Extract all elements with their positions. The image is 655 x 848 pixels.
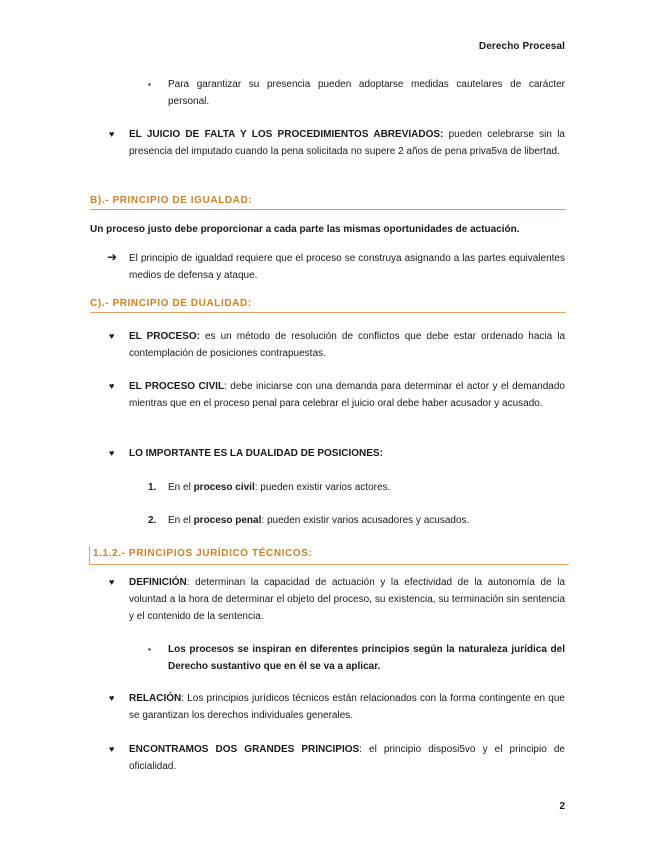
page-number: 2 xyxy=(559,801,565,812)
bullet-dualidad-posiciones xyxy=(109,445,565,462)
bullet-text: es un método de resolución de conflictos que debe estar ordenado hacia la contemplación de posiciones contrapuestas. xyxy=(129,331,565,359)
bullet-text: : debe iniciarse con una demanda para determinar el actor y el demandado mientras que en el proceso penal para celebrar el juicio oral debe haber acusador y acusado. xyxy=(129,381,565,409)
square-bullet-icon: ▪ xyxy=(148,645,151,654)
sub-bullet-procesos xyxy=(148,641,565,675)
sub-bullet-bold-text: Los procesos se inspiran en diferentes principios según la naturaleza jurídica del Derecho sustantivo que en él se va a aplicar. xyxy=(168,644,565,672)
bullet-encontramos xyxy=(109,741,565,775)
bullet-bold: DEFINICIÓN xyxy=(129,577,187,588)
heart-bullet-icon: ♥ xyxy=(109,577,115,587)
item-number: 1. xyxy=(148,482,157,493)
bullet-el-proceso xyxy=(109,328,565,362)
bullet-text: : determinan la capacidad de actuación y la efectividad de la autonomía de la voluntad a la hora de determinar el objeto del proceso, su existencia, su terminación sin sentencia y el contenido de la sentencia. xyxy=(129,577,565,622)
item-bold: proceso penal xyxy=(193,515,262,526)
arrow-item-text: El principio de igualdad requiere que el proceso se construya asignando a las partes equivalentes medios de defensa y ataque. xyxy=(129,253,565,281)
bullet-text: : Los principios jurídicos técnicos están relacionados con la forma contingente en que se garantizan los derechos individuales generales. xyxy=(129,693,565,721)
section-heading-juridico-tecnicos: 1.1.2.- PRINCIPIOS JURÍDICO TÉCNICOS: xyxy=(89,546,569,565)
bullet-bold: ENCONTRAMOS DOS GRANDES PRINCIPIOS xyxy=(129,744,360,755)
heart-bullet-icon: ♥ xyxy=(109,693,115,703)
bullet-proceso-civil xyxy=(109,378,565,412)
bullet-definicion xyxy=(109,574,565,625)
bullet-text: : el principio disposi5vo y el principio de oficialidad. xyxy=(129,744,565,772)
arrow-item-igualdad xyxy=(107,250,565,284)
heart-bullet-icon: ♥ xyxy=(109,381,115,391)
bullet-relacion xyxy=(109,690,565,724)
item-text: : pueden existir varios acusadores y acusados. xyxy=(261,515,470,526)
item-prefix: En el xyxy=(168,482,194,493)
bullet-bold: EL JUICIO DE FALTA Y LOS PROCEDIMIENTOS ABREVIADOS: xyxy=(129,129,444,140)
bullet-bold: EL PROCESO: xyxy=(129,331,200,342)
sub-bullet-text: Para garantizar su presencia pueden adoptarse medidas cautelares de carácter personal. xyxy=(168,79,565,107)
heart-bullet-icon: ♥ xyxy=(109,129,115,139)
item-text: : pueden existir varios actores. xyxy=(254,482,391,493)
item-prefix: En el xyxy=(168,515,194,526)
square-bullet-icon: ▪ xyxy=(148,80,151,89)
bullet-bold: EL PROCESO CIVIL xyxy=(129,381,225,392)
heart-bullet-icon: ♥ xyxy=(109,331,115,341)
bullet-bold: RELACIÓN xyxy=(129,693,182,704)
sub-bullet-presencia xyxy=(148,76,565,110)
bullet-text: pueden celebrarse sin la presencia del imputado cuando la pena solicitada no supere 2 años de pena priva5va de libertad. xyxy=(129,129,565,157)
lead-igualdad: Un proceso justo debe proporcionar a cada parte las mismas oportunidades de actuación. xyxy=(90,224,520,235)
document-header: Derecho Procesal xyxy=(478,41,565,52)
heart-bullet-icon: ♥ xyxy=(109,744,115,754)
section-heading-igualdad: B).- PRINCIPIO DE IGUALDAD: xyxy=(90,195,566,210)
numbered-item-penal xyxy=(148,512,565,529)
arrow-right-icon: ➔ xyxy=(107,250,118,264)
bullet-juicio-falta xyxy=(109,126,565,160)
heart-bullet-icon: ♥ xyxy=(109,448,115,458)
item-bold: proceso civil xyxy=(193,482,255,493)
item-number: 2. xyxy=(148,515,157,526)
section-heading-dualidad: C).- PRINCIPIO DE DUALIDAD: xyxy=(90,298,566,313)
numbered-item-civil xyxy=(148,479,565,496)
bullet-bold: LO IMPORTANTE ES LA DUALIDAD DE POSICIONES: xyxy=(129,448,383,459)
